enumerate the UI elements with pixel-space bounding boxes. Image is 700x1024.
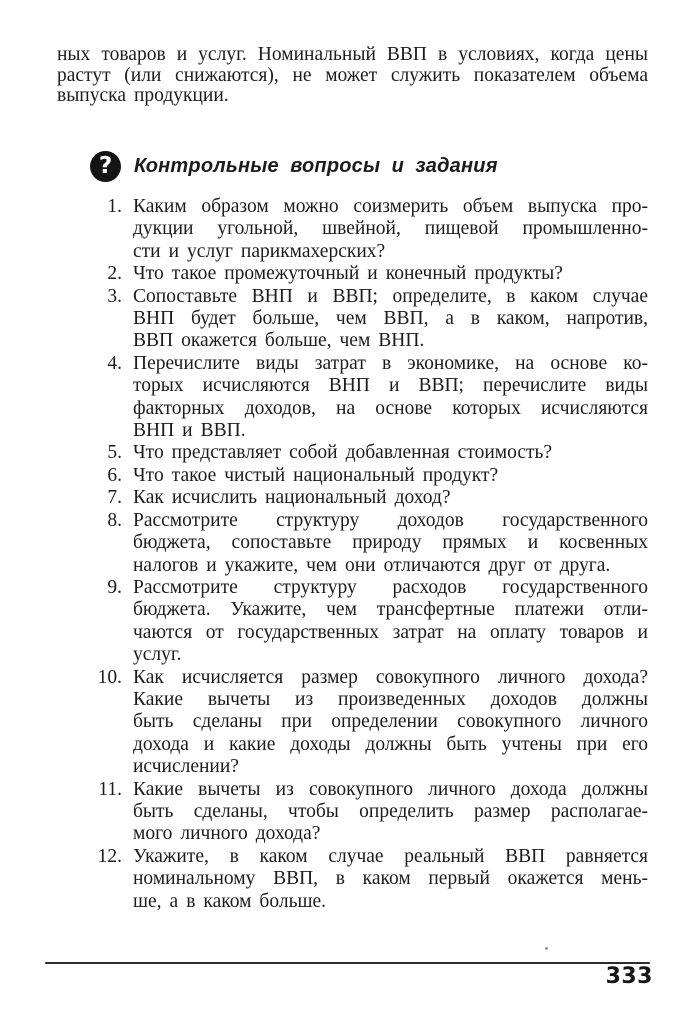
question-item — [57, 667, 648, 779]
question-line: Какие вычеты из совокупного личного дохода должны — [133, 778, 648, 800]
question-line: ше, а в каком больше. — [133, 890, 327, 912]
question-line: номинальному ВВП, в каком первый окажется мень- — [133, 868, 648, 890]
paragraph-line: растут (или снижаются), не может служить показателем объема — [57, 64, 648, 86]
question-item — [57, 487, 648, 509]
questions-list — [57, 196, 648, 913]
question-number: 4. — [107, 352, 122, 374]
question-number: 10. — [97, 666, 122, 688]
question-number: 12. — [97, 845, 122, 867]
question-text — [133, 442, 648, 464]
question-number: 1. — [107, 196, 122, 217]
question-line: факторных доходов, на основе которых исчисляются — [133, 397, 648, 419]
question-line: Какие вычеты из произведенных доходов должны — [133, 688, 648, 710]
question-item — [57, 442, 648, 464]
question-line: Что такое промежуточный и конечный продукты? — [133, 263, 563, 285]
question-item — [57, 846, 648, 913]
question-text — [133, 263, 648, 285]
question-line: Перечислите виды затрат в экономике, на основе ко- — [133, 352, 648, 374]
question-text — [133, 487, 648, 509]
question-number: 6. — [107, 464, 122, 486]
question-line: ВВП окажется больше, чем ВНП. — [133, 330, 425, 352]
question-line: быть сделаны при определении совокупного личного — [133, 711, 648, 733]
question-line: бюджета. Укажите, чем трансфертные платежи отли- — [133, 599, 648, 621]
question-line: ВНП и ВВП. — [133, 420, 246, 442]
question-item — [57, 577, 648, 667]
question-item — [57, 196, 648, 263]
question-line: Что представляет собой добавленная стоимость? — [133, 442, 553, 464]
question-number: 8. — [107, 509, 122, 531]
question-line: Каким образом можно соизмерить объем выпуска про- — [133, 196, 648, 217]
question-line: Рассмотрите структуру расходов государственного — [133, 576, 648, 598]
scan-speck — [545, 947, 548, 950]
question-line: исчислении? — [133, 756, 239, 778]
question-text — [133, 846, 648, 913]
question-text — [133, 196, 648, 263]
question-text — [133, 577, 648, 667]
question-item — [57, 779, 648, 846]
question-number: 7. — [107, 487, 122, 509]
question-line: мого личного дохода? — [133, 823, 321, 845]
question-line: Сопоставьте ВНП и ВВП; определите, в каком случае — [133, 285, 648, 307]
question-line: Как исчисляется размер совокупного личного дохода? — [133, 666, 648, 688]
section-title: Контрольные вопросы и задания — [134, 155, 498, 177]
question-line: Что такое чистый национальный продукт? — [133, 464, 499, 486]
question-item — [57, 510, 648, 577]
question-line: Как исчислить национальный доход? — [133, 487, 451, 509]
question-item — [57, 353, 648, 443]
question-text — [133, 465, 648, 487]
question-mark-icon: ? — [90, 151, 121, 182]
question-text — [133, 779, 648, 846]
footer-divider — [45, 962, 650, 964]
question-line: бюджета, сопоставьте природу прямых и косвенных — [133, 532, 648, 554]
section-header — [90, 150, 498, 183]
question-line: быть сделаны, чтобы определить размер располагае- — [133, 800, 648, 822]
question-number: 3. — [107, 285, 122, 307]
question-line: Укажите, в каком случае реальный ВВП равняется — [133, 845, 648, 867]
question-line: Рассмотрите структуру доходов государственного — [133, 509, 648, 531]
question-line: дохода и какие доходы должны быть учтены при его — [133, 733, 648, 755]
question-text — [133, 286, 648, 353]
question-line: услуг. — [133, 644, 182, 666]
question-text — [133, 353, 648, 443]
question-item — [57, 465, 648, 487]
paragraph-line: выпуска продукции. — [57, 85, 229, 106]
question-text — [133, 510, 648, 577]
question-item — [57, 286, 648, 353]
question-text — [133, 667, 648, 779]
question-number: 5. — [107, 442, 122, 464]
question-item — [57, 263, 648, 285]
paragraph-line: ных товаров и услуг. Номинальный ВВП в условиях, когда цены — [57, 44, 648, 65]
question-number: 11. — [98, 778, 122, 800]
question-line: ВНП будет больше, чем ВВП, а в каком, напротив, — [133, 308, 648, 330]
question-number: 2. — [107, 263, 122, 285]
question-number: 9. — [107, 576, 122, 598]
page-number: 333 — [605, 964, 653, 989]
question-line: налогов и укажите, чем они отличаются друг от друга. — [133, 554, 611, 576]
intro-paragraph — [57, 45, 648, 107]
question-line: чаются от государственных затрат на оплату товаров и — [133, 621, 648, 643]
question-line: сти и услуг парикмахерских? — [133, 240, 386, 262]
question-line: торых исчисляются ВНП и ВВП; перечислите виды — [133, 375, 648, 397]
question-line: дукции угольной, швейной, пищевой промышленно- — [133, 218, 648, 240]
